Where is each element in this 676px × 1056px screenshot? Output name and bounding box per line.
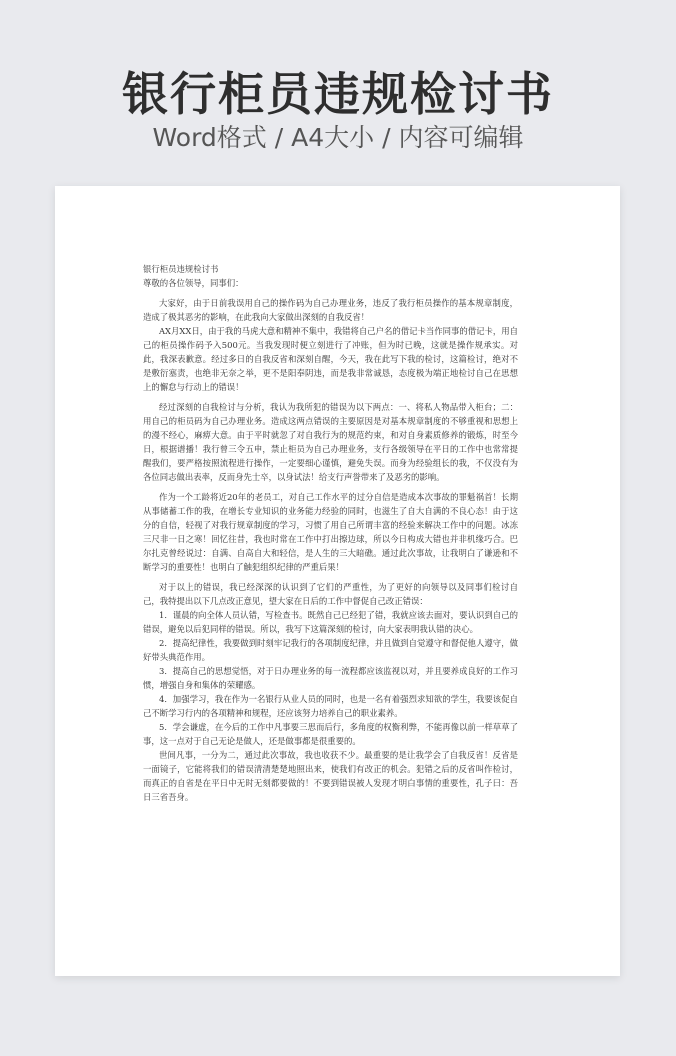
page-title: 银行柜员违规检讨书	[122, 67, 554, 121]
list-item: 5．学会谦虚，在今后的工作中凡事要三思而后行，多角度的权衡利弊，不能再像以前一样草草了事，这一点对于自己无论是做人，还是做事都是很重要的。	[143, 722, 518, 746]
list-item: 4．加强学习，我在作为一名银行从业人员的同时，也是一名有着强烈求知欲的学生，我要该促自己不断学习行内的各项精神和规程，还应该努力培养自己的职业素养。	[143, 694, 518, 718]
list-item: 1．谨晨的向全体人员认错，写检查书。既然自己已经犯了错，我就应该去面对，要认识到自己的错误，避免以后犯同样的错误。所以，我写下这篇深刻的检讨，向大家表明我认错的决心。	[143, 610, 518, 634]
document-heading: 银行柜员违规检讨书	[143, 264, 219, 274]
paragraph: 世间凡事，一分为二，通过此次事故，我也收获不少。最重要的是让我学会了自我反省！反省是一面镜子，它能将我们的错误清清楚楚地照出来，使我们有改正的机会。犯错之后的反省叫作检讨，而真正的自省是在平日中无时无刻都要做的！不要到错误被人发现才明白事情的重要性，孔子曰：吾日三省吾身。	[143, 750, 518, 802]
paragraph: 作为一个工龄将近20年的老员工，对自己工作水平的过分自信是造成本次事故的罪魁祸首！长期从事储蓄工作的我，在增长专业知识的业务能力经验的同时，也滋生了自大自满的不良心态！由于这分的自信，轻视了对我行规章制度的学习，习惯了用自己所谓丰富的经验来解决工作中的问题。冰冻三尺非一日之寒！回忆往昔，我也时常在工作中打出擦边球，所以今日构成大错也并非机缘巧合。巴尔扎克曾经说过：自满、自高自大和轻信，是人生的三大暗礁。通过此次事故，让我明白了谦逊和不断学习的重要性！也明白了触犯组织纪律的严重后果！	[143, 492, 518, 572]
page-subtitle: Word格式 / A4大小 / 内容可编辑	[152, 123, 524, 152]
paragraph: 经过深刻的自我检讨与分析，我认为我所犯的错误为以下两点：一、将私人物品带入柜台；二：用自己的柜员码为自己办理业务。造成这两点错误的主要原因是对基本规章制度的不够重视和思想上的漫不经心，麻痹大意。由于平时就忽了对自我行为的规范约束，和对自身素质修养的锻炼，时至今日，根据谱播！我行曾三令五申，禁止柜员为自己办理业务，支行各级领导在平日的工作中也常常提醒我们，要严格按照流程进行操作，一定要细心谨慎，避免失误。而身为经验组长的我，不仅没有为各位同志做出表率，反而身先士卒，以身试法！给支行声誉带来了及恶劣的影响。	[143, 402, 518, 482]
document-page	[55, 186, 620, 976]
header-banner	[0, 0, 676, 180]
document-greeting: 尊敬的各位领导，同事们：	[143, 278, 244, 288]
document-body	[143, 262, 518, 804]
paragraph: AX月XX日，由于我的马虎大意和精神不集中，我错将自己户名的借记卡当作同事的借记卡，用自己的柜员操作码予入500元。当我发现时便立刻进行了冲账，但为时已晚，这就是操作规承实。对此，我深表歉意。经过多日的自我反省和深刻自醒，今天，我在此写下我的检讨，这篇检讨，绝对不是敷衍塞责，也绝非无奈之举，更不是阳奉阴违，而是我非常诚恳，态度极为端正地检讨自己在思想上的懈怠与行动上的错误！	[143, 326, 518, 392]
paragraph: 对于以上的错误，我已经深深的认识到了它们的严重性，为了更好的向领导以及同事们检讨自己，我特提出以下几点改正意见，望大家在日后的工作中督促自己改正错误：	[143, 582, 518, 606]
list-item: 3．提高自己的思想觉悟，对于日办理业务的每一流程都应该监视以对，并且要养成良好的工作习惯，增强自身和集体的荣耀感。	[143, 666, 518, 690]
list-item: 2．提高纪律性，我要做到时刻牢记我行的各项制度纪律，并且做到自觉遵守和督促他人遵守，做好带头典范作用。	[143, 638, 518, 662]
paragraph: 大家好，由于日前我误用自己的操作码为自己办理业务，违反了我行柜员操作的基本规章制度，造成了极其恶劣的影响，在此我向大家做出深刻的自我反省！	[143, 298, 518, 322]
